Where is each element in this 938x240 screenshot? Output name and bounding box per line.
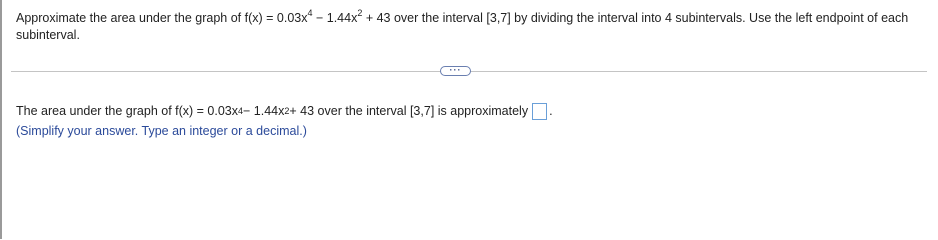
left-border [0,0,2,239]
question-text-part3: + 43 over the interval [3,7] by dividing the interval into 4 subintervals. Use the left endpoint of each subinterval. [16,11,909,42]
answer-period: . [549,104,553,118]
question-text-part2: − 1.44x [312,11,358,25]
question-text-part1: Approximate the area under the graph of f(x) = 0.03x [16,11,308,25]
answer-hint: (Simplify your answer. Type an integer or a decimal.) [16,124,307,138]
question-exponent-1: 4 [307,7,313,18]
answer-section [16,103,926,140]
expand-button[interactable] [440,66,471,76]
answer-text-part1: The area under the graph of f(x) = 0.03x [16,104,239,118]
question-exponent-2: 2 [357,7,363,18]
answer-text-part2: − 1.44x [243,104,285,118]
answer-text-part3: + 43 over the interval [3,7] is approximately [289,104,529,118]
more-dots-icon: ··· [449,64,462,75]
answer-statement: The area under the graph of f(x) = 0.03x $^4$ − 1.44x $^2$ + 43 over the interval [3,7] is approximately . [16,104,553,118]
question-text [16,7,926,44]
answer-input[interactable] [532,103,547,120]
